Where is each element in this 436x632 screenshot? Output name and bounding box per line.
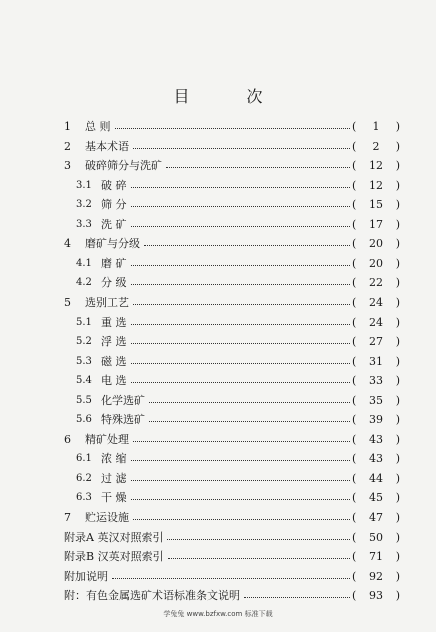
toc-entry [0, 195, 436, 215]
toc-page-number: 93 [369, 589, 383, 603]
toc-entry [0, 586, 436, 606]
toc-page-number: 20 [369, 237, 383, 251]
toc-entry-label: 磨矿与分级 [85, 237, 140, 251]
footer-watermark: 学兔兔 www.bzfxw.com 标准下载 [163, 610, 273, 618]
toc-entry-label: 贮运设施 [85, 511, 129, 524]
toc-page-number: 12 [369, 159, 383, 173]
toc-page-number: 50 [369, 530, 383, 544]
toc-leader-dots [131, 284, 351, 285]
toc-entry-number: 6.2 [76, 472, 92, 484]
toc-page-number: 22 [369, 276, 383, 290]
toc-entry [0, 410, 436, 430]
toc-leader-dots [244, 597, 350, 598]
toc-entry-page: ( 35 ) [352, 391, 400, 411]
toc-entry-page: ( 45 ) [352, 488, 400, 508]
toc-entry-page: ( 93 ) [352, 586, 400, 606]
toc-entry-number: 4.2 [76, 277, 92, 289]
toc-entry-label: 化学选矿 [101, 393, 145, 407]
toc-entry-label: 分 级 [101, 276, 127, 290]
toc-page-number: 27 [369, 335, 383, 349]
toc-entry [0, 293, 436, 313]
toc-entry-label: 电 选 [101, 374, 127, 388]
toc-page-number: 43 [369, 452, 383, 466]
toc-entry-page: ( 12 ) [352, 156, 400, 176]
toc-entry-label: 过 滤 [101, 471, 127, 485]
toc-entry [0, 528, 436, 548]
toc-entry-number: 2 [64, 139, 71, 153]
toc-entry-number: 3.3 [76, 218, 92, 230]
toc-entry-page: ( 33 ) [352, 371, 400, 391]
toc-entry-label: 浓 缩 [101, 452, 127, 466]
page-title: 目 次 [173, 87, 289, 106]
toc-leader-dots [115, 128, 351, 129]
toc-leader-dots [131, 265, 351, 266]
toc-entry-label: 附加说明 [64, 569, 108, 583]
toc-entry-page: ( 2 ) [352, 137, 400, 157]
toc-entry-label: 特殊选矿 [101, 413, 145, 427]
toc-entry [0, 117, 436, 137]
toc-page-number: 35 [369, 393, 383, 407]
toc-leader-dots [133, 519, 350, 520]
toc-page-number: 44 [369, 471, 383, 485]
toc-page-number: 17 [369, 217, 383, 231]
toc-entry-number: 5.5 [76, 394, 92, 406]
toc-leader-dots [133, 304, 350, 305]
toc-entry [0, 313, 436, 333]
toc-entry [0, 234, 436, 254]
toc-page-number: 2 [372, 139, 380, 153]
toc-entry [0, 430, 436, 450]
toc-entry-page: ( 39 ) [352, 410, 400, 430]
toc-entry-label: 筛 分 [101, 198, 127, 212]
toc-page-number: 33 [369, 374, 383, 388]
toc-entry-page: ( 71 ) [352, 547, 400, 567]
toc-entry-label: 附录B 汉英对照索引 [64, 550, 164, 564]
toc-entry-label: 重 选 [101, 315, 127, 329]
toc-leader-dots [131, 363, 351, 364]
toc-leader-dots [131, 324, 351, 325]
toc-leader-dots [131, 343, 351, 344]
toc-entry [0, 391, 436, 411]
toc-entry-page: ( 44 ) [352, 469, 400, 489]
toc-entry-page: ( 1 ) [352, 117, 400, 137]
toc-entry [0, 156, 436, 176]
toc-entry-number: 4 [64, 237, 71, 251]
toc-entry-label: 精矿处理 [85, 432, 129, 446]
toc-page-number: 15 [369, 198, 383, 212]
toc-page-number: 12 [369, 178, 383, 192]
toc-entry-page: ( 24 ) [352, 293, 400, 313]
toc-entry-number: 3.1 [76, 179, 92, 191]
toc-entry-label: 基本术语 [85, 139, 129, 153]
toc-entry-label: 附录A 英汉对照索引 [64, 530, 164, 544]
toc-leader-dots [131, 480, 351, 481]
toc-page-number: 31 [369, 354, 383, 368]
toc-entry-page: ( 43 ) [352, 430, 400, 450]
toc-entry-number: 3.2 [76, 199, 92, 211]
toc-entry [0, 449, 436, 469]
toc-page-number: 45 [369, 491, 383, 505]
toc-entry-label: 附：有色金属选矿术语标准条文说明 [64, 589, 240, 603]
toc-entry-label: 破碎筛分与洗矿 [85, 159, 162, 173]
toc-leader-dots [112, 578, 350, 579]
toc-entry-number: 7 [64, 511, 71, 524]
toc-entry-label: 破 碎 [101, 178, 127, 192]
toc-leader-dots [144, 245, 350, 246]
toc-leader-dots [131, 226, 351, 227]
toc-entry-page: ( 17 ) [352, 215, 400, 235]
toc-leader-dots [131, 187, 351, 188]
toc-entry-page: ( 20 ) [352, 254, 400, 274]
toc-page-number: 71 [369, 550, 383, 564]
toc-leader-dots [149, 421, 350, 422]
toc-entry-number: 5 [64, 295, 71, 309]
toc-entry-number: 5.3 [76, 355, 92, 367]
toc-leader-dots [131, 206, 351, 207]
toc-entry-number: 3 [64, 159, 71, 173]
toc-leader-dots [168, 558, 350, 559]
toc-entry-page: ( 12 ) [352, 176, 400, 196]
toc-entry-number: 6.3 [76, 492, 92, 504]
toc-entry-number: 6.1 [76, 453, 92, 465]
toc-entry [0, 567, 436, 587]
toc-entry [0, 352, 436, 372]
toc-entry-number: 5.2 [76, 336, 92, 348]
toc-entry-label: 干 燥 [101, 491, 127, 505]
toc-entry [0, 508, 436, 528]
toc-leader-dots [166, 167, 350, 168]
toc-leader-dots [167, 539, 350, 540]
toc-entry-label: 磨 矿 [101, 256, 127, 270]
toc-leader-dots [131, 460, 351, 461]
toc-entry-page: ( 22 ) [352, 273, 400, 293]
toc-entry-page: ( 24 ) [352, 313, 400, 333]
toc-leader-dots [131, 499, 351, 500]
toc-entry-number: 5.1 [76, 316, 92, 328]
toc-page-number: 20 [369, 256, 383, 270]
toc-page-number: 1 [372, 120, 380, 133]
toc-page-number: 92 [369, 569, 383, 583]
toc-entry [0, 215, 436, 235]
toc-page-number: 39 [369, 413, 383, 427]
toc-entry [0, 371, 436, 391]
toc-entry-page: ( 50 ) [352, 528, 400, 548]
toc-page-number: 43 [369, 432, 383, 446]
toc-entry-number: 5.4 [76, 375, 92, 387]
toc-entry-number: 6 [64, 432, 71, 446]
toc-entry-page: ( 31 ) [352, 352, 400, 372]
toc-entry [0, 469, 436, 489]
toc-entry-page: ( 92 ) [352, 567, 400, 587]
toc-entry-label: 选别工艺 [85, 295, 129, 309]
toc-leader-dots [133, 148, 350, 149]
toc-entry-page: ( 43 ) [352, 449, 400, 469]
toc-entry-page: ( 27 ) [352, 332, 400, 352]
toc-leader-dots [131, 382, 351, 383]
toc-entry [0, 332, 436, 352]
toc-entry-label: 洗 矿 [101, 217, 127, 231]
toc-entry-number: 4.1 [76, 257, 92, 269]
toc-entry [0, 137, 436, 157]
toc-entry [0, 488, 436, 508]
toc-entry [0, 273, 436, 293]
toc-entry [0, 254, 436, 274]
toc-entry-label: 磁 选 [101, 354, 127, 368]
toc-page-number: 24 [369, 295, 383, 309]
toc-entry-page: ( 47 ) [352, 508, 400, 528]
toc-entry-number: 1 [64, 120, 71, 133]
toc-entry [0, 547, 436, 567]
toc-entry-page: ( 20 ) [352, 234, 400, 254]
toc-entry [0, 176, 436, 196]
toc-leader-dots [133, 441, 350, 442]
toc-page-number: 24 [369, 315, 383, 329]
toc-entry-label: 总 则 [85, 120, 111, 133]
toc-entry-number: 5.6 [76, 414, 92, 426]
toc-entry-label: 浮 选 [101, 335, 127, 349]
toc-page-number: 47 [369, 511, 383, 524]
toc-leader-dots [149, 402, 350, 403]
toc-entry-page: ( 15 ) [352, 195, 400, 215]
